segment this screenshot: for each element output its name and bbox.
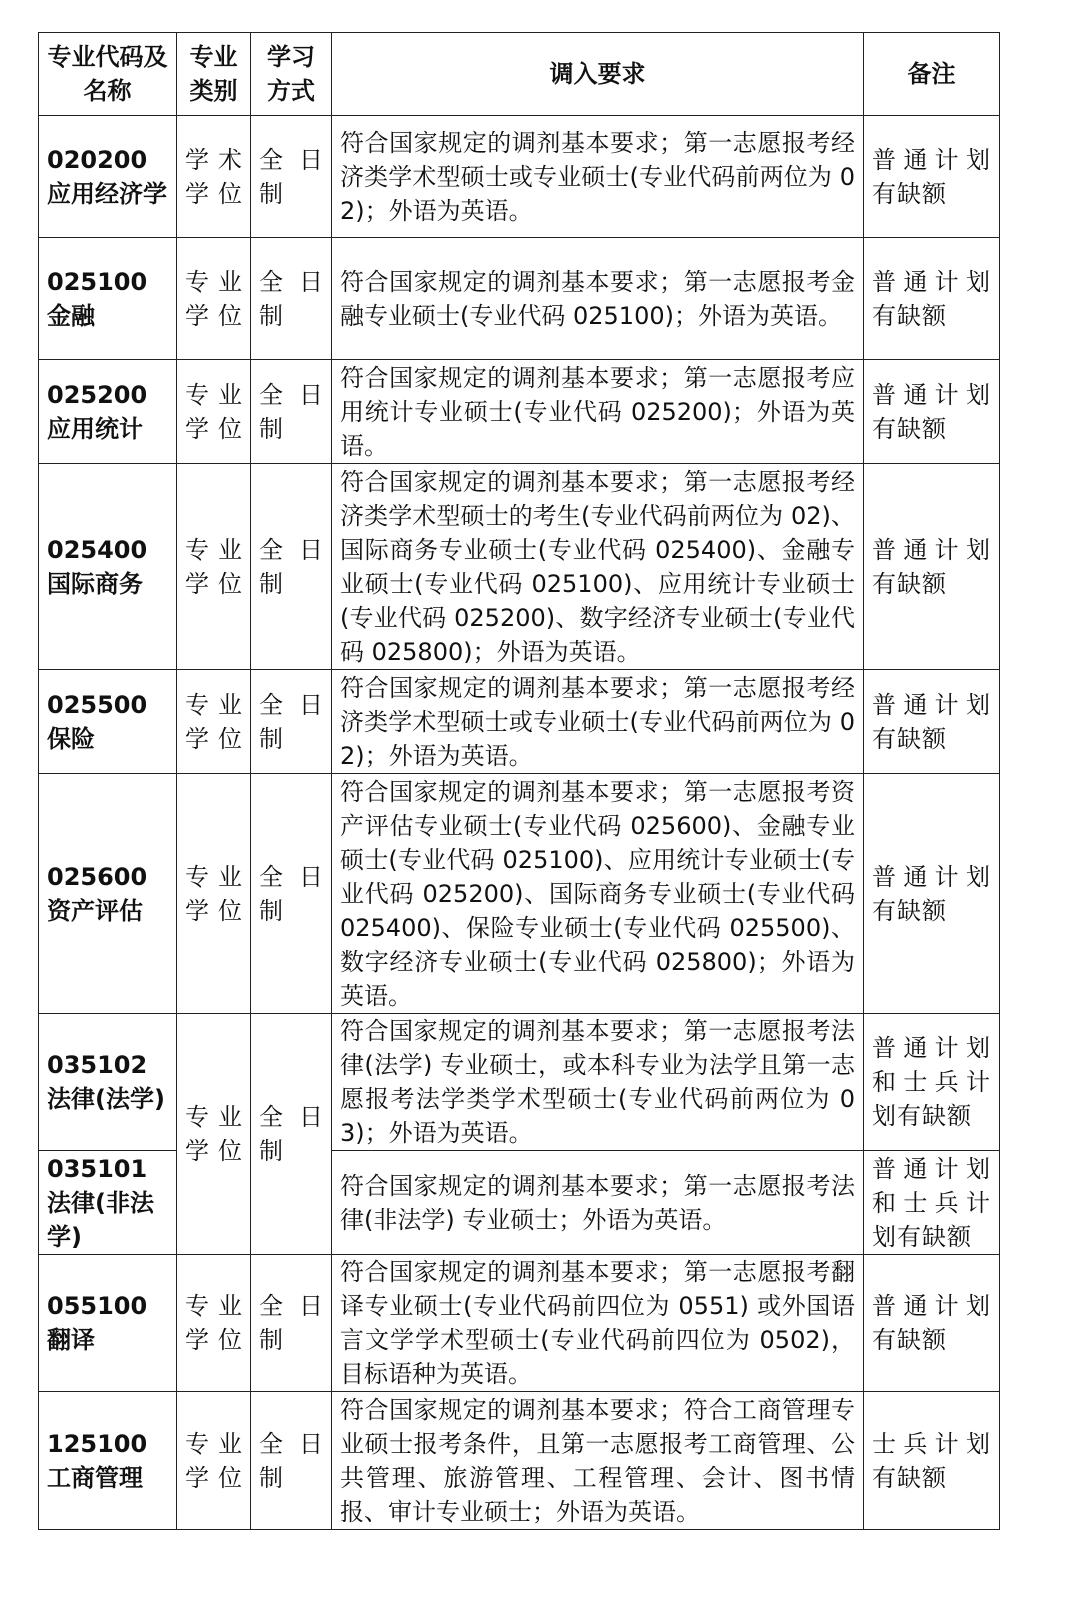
header-code: 专业代码及名称	[39, 33, 177, 116]
major-category: 专业学位	[177, 774, 251, 1014]
header-requirement: 调入要求	[332, 33, 864, 116]
major-code: 035101	[47, 1154, 148, 1183]
major-name: 工商管理	[47, 1463, 143, 1492]
remark: 普通计划有缺额	[864, 670, 1000, 774]
major-category: 专业学位	[177, 238, 251, 360]
table-row	[39, 464, 1000, 670]
table-row	[39, 116, 1000, 238]
remark: 普通计划有缺额	[864, 360, 1000, 464]
adjustment-requirement: 符合国家规定的调剂基本要求；第一志愿报考资产评估专业硕士(专业代码 025600)、金融专业硕士(专业代码 025100)、应用统计专业硕士(专业代码 025200)、国际商务专业硕士(专业代码 025400)、保险专业硕士(专业代码 025500)、数字经济专业硕士(专业代码 025800)；外语为英语。	[332, 774, 864, 1014]
study-mode: 全日制	[251, 238, 332, 360]
major-category: 学术学位	[177, 116, 251, 238]
header-row	[39, 33, 1000, 116]
adjustment-requirement: 符合国家规定的调剂基本要求；第一志愿报考金融专业硕士(专业代码 025100)；外语为英语。	[332, 238, 864, 360]
major-code-name	[39, 1392, 177, 1530]
adjustment-requirement: 符合国家规定的调剂基本要求；第一志愿报考法律(非法学) 专业硕士；外语为英语。	[332, 1151, 864, 1255]
major-code-name	[39, 238, 177, 360]
remark: 普通计划和士兵计划有缺额	[864, 1151, 1000, 1255]
major-code: 025500	[47, 690, 148, 719]
header-mode: 学习方式	[251, 33, 332, 116]
major-name: 资产评估	[47, 896, 143, 925]
header-category: 专业类别	[177, 33, 251, 116]
adjustment-requirement: 符合国家规定的调剂基本要求；第一志愿报考经济类学术型硕士的考生(专业代码前两位为 02)、国际商务专业硕士(专业代码 025400)、金融专业硕士(专业代码 025100)、应用统计专业硕士(专业代码 025200)、数字经济专业硕士(专业代码 025800)；外语为英语。	[332, 464, 864, 670]
table-row	[39, 1392, 1000, 1530]
remark: 普通计划有缺额	[864, 238, 1000, 360]
table-row	[39, 1014, 1000, 1151]
major-name: 金融	[47, 301, 95, 330]
adjustment-requirement: 符合国家规定的调剂基本要求；第一志愿报考翻译专业硕士(专业代码前四位为 0551) 或外国语言文学学术型硕士(专业代码前四位为 0502)，目标语种为英语。	[332, 1255, 864, 1392]
major-code: 125100	[47, 1429, 148, 1458]
study-mode: 全日制	[251, 670, 332, 774]
table-row	[39, 1255, 1000, 1392]
major-code: 055100	[47, 1292, 148, 1320]
adjustment-requirement: 符合国家规定的调剂基本要求；第一志愿报考经济类学术型硕士或专业硕士(专业代码前两位为 02)；外语为英语。	[332, 116, 864, 238]
major-code: 025600	[47, 862, 148, 891]
adjustment-requirement: 符合国家规定的调剂基本要求；符合工商管理专业硕士报考条件，且第一志愿报考工商管理、公共管理、旅游管理、工程管理、会计、图书情报、审计专业硕士；外语为英语。	[332, 1392, 864, 1530]
remark: 普通计划有缺额	[864, 1255, 1000, 1392]
adjustment-table	[38, 32, 1000, 1530]
major-code-name	[39, 1151, 177, 1255]
major-code: 020200	[47, 145, 148, 174]
header-note: 备注	[864, 33, 1000, 116]
major-code-name	[39, 1014, 177, 1151]
major-category: 专业学位	[177, 1392, 251, 1530]
major-code-name	[39, 464, 177, 670]
major-code-name	[39, 360, 177, 464]
study-mode: 全日制	[251, 774, 332, 1014]
major-code: 025200	[47, 380, 148, 409]
major-code: 025400	[47, 535, 148, 564]
remark: 普通计划有缺额	[864, 464, 1000, 670]
major-category: 专业学位	[177, 670, 251, 774]
major-code-name	[39, 116, 177, 238]
study-mode: 全日制	[251, 1392, 332, 1530]
remark: 普通计划和士兵计划有缺额	[864, 1014, 1000, 1151]
table-row	[39, 238, 1000, 360]
study-mode: 全日制	[251, 464, 332, 670]
major-name: 应用统计	[47, 414, 143, 443]
major-code: 035102	[47, 1051, 148, 1079]
adjustment-requirement: 符合国家规定的调剂基本要求；第一志愿报考应用统计专业硕士(专业代码 025200)；外语为英语。	[332, 360, 864, 464]
remark: 普通计划有缺额	[864, 116, 1000, 238]
major-name: 法律(法学)	[47, 1085, 165, 1113]
remark: 士兵计划有缺额	[864, 1392, 1000, 1530]
study-mode: 全日制	[251, 1255, 332, 1392]
major-name: 保险	[47, 724, 95, 753]
major-name: 应用经济学	[47, 179, 167, 208]
remark: 普通计划有缺额	[864, 774, 1000, 1014]
major-name: 翻译	[47, 1326, 95, 1354]
major-category: 专业学位	[177, 360, 251, 464]
major-category: 专业学位	[177, 464, 251, 670]
adjustment-requirement: 符合国家规定的调剂基本要求；第一志愿报考经济类学术型硕士或专业硕士(专业代码前两位为 02)；外语为英语。	[332, 670, 864, 774]
adjustment-requirement: 符合国家规定的调剂基本要求；第一志愿报考法律(法学) 专业硕士，或本科专业为法学且第一志愿报考法学类学术型硕士(专业代码前两位为 03)；外语为英语。	[332, 1014, 864, 1151]
major-category: 专业学位	[177, 1255, 251, 1392]
table-row	[39, 774, 1000, 1014]
major-code-name	[39, 670, 177, 774]
study-mode: 全日制	[251, 1014, 332, 1255]
major-code-name	[39, 1255, 177, 1392]
study-mode: 全日制	[251, 360, 332, 464]
major-category: 专业学位	[177, 1014, 251, 1255]
major-code-name	[39, 774, 177, 1014]
major-name: 法律(非法学)	[47, 1188, 154, 1251]
study-mode: 全日制	[251, 116, 332, 238]
table-row	[39, 670, 1000, 774]
major-name: 国际商务	[47, 569, 143, 598]
table-row	[39, 360, 1000, 464]
major-code: 025100	[47, 267, 148, 296]
